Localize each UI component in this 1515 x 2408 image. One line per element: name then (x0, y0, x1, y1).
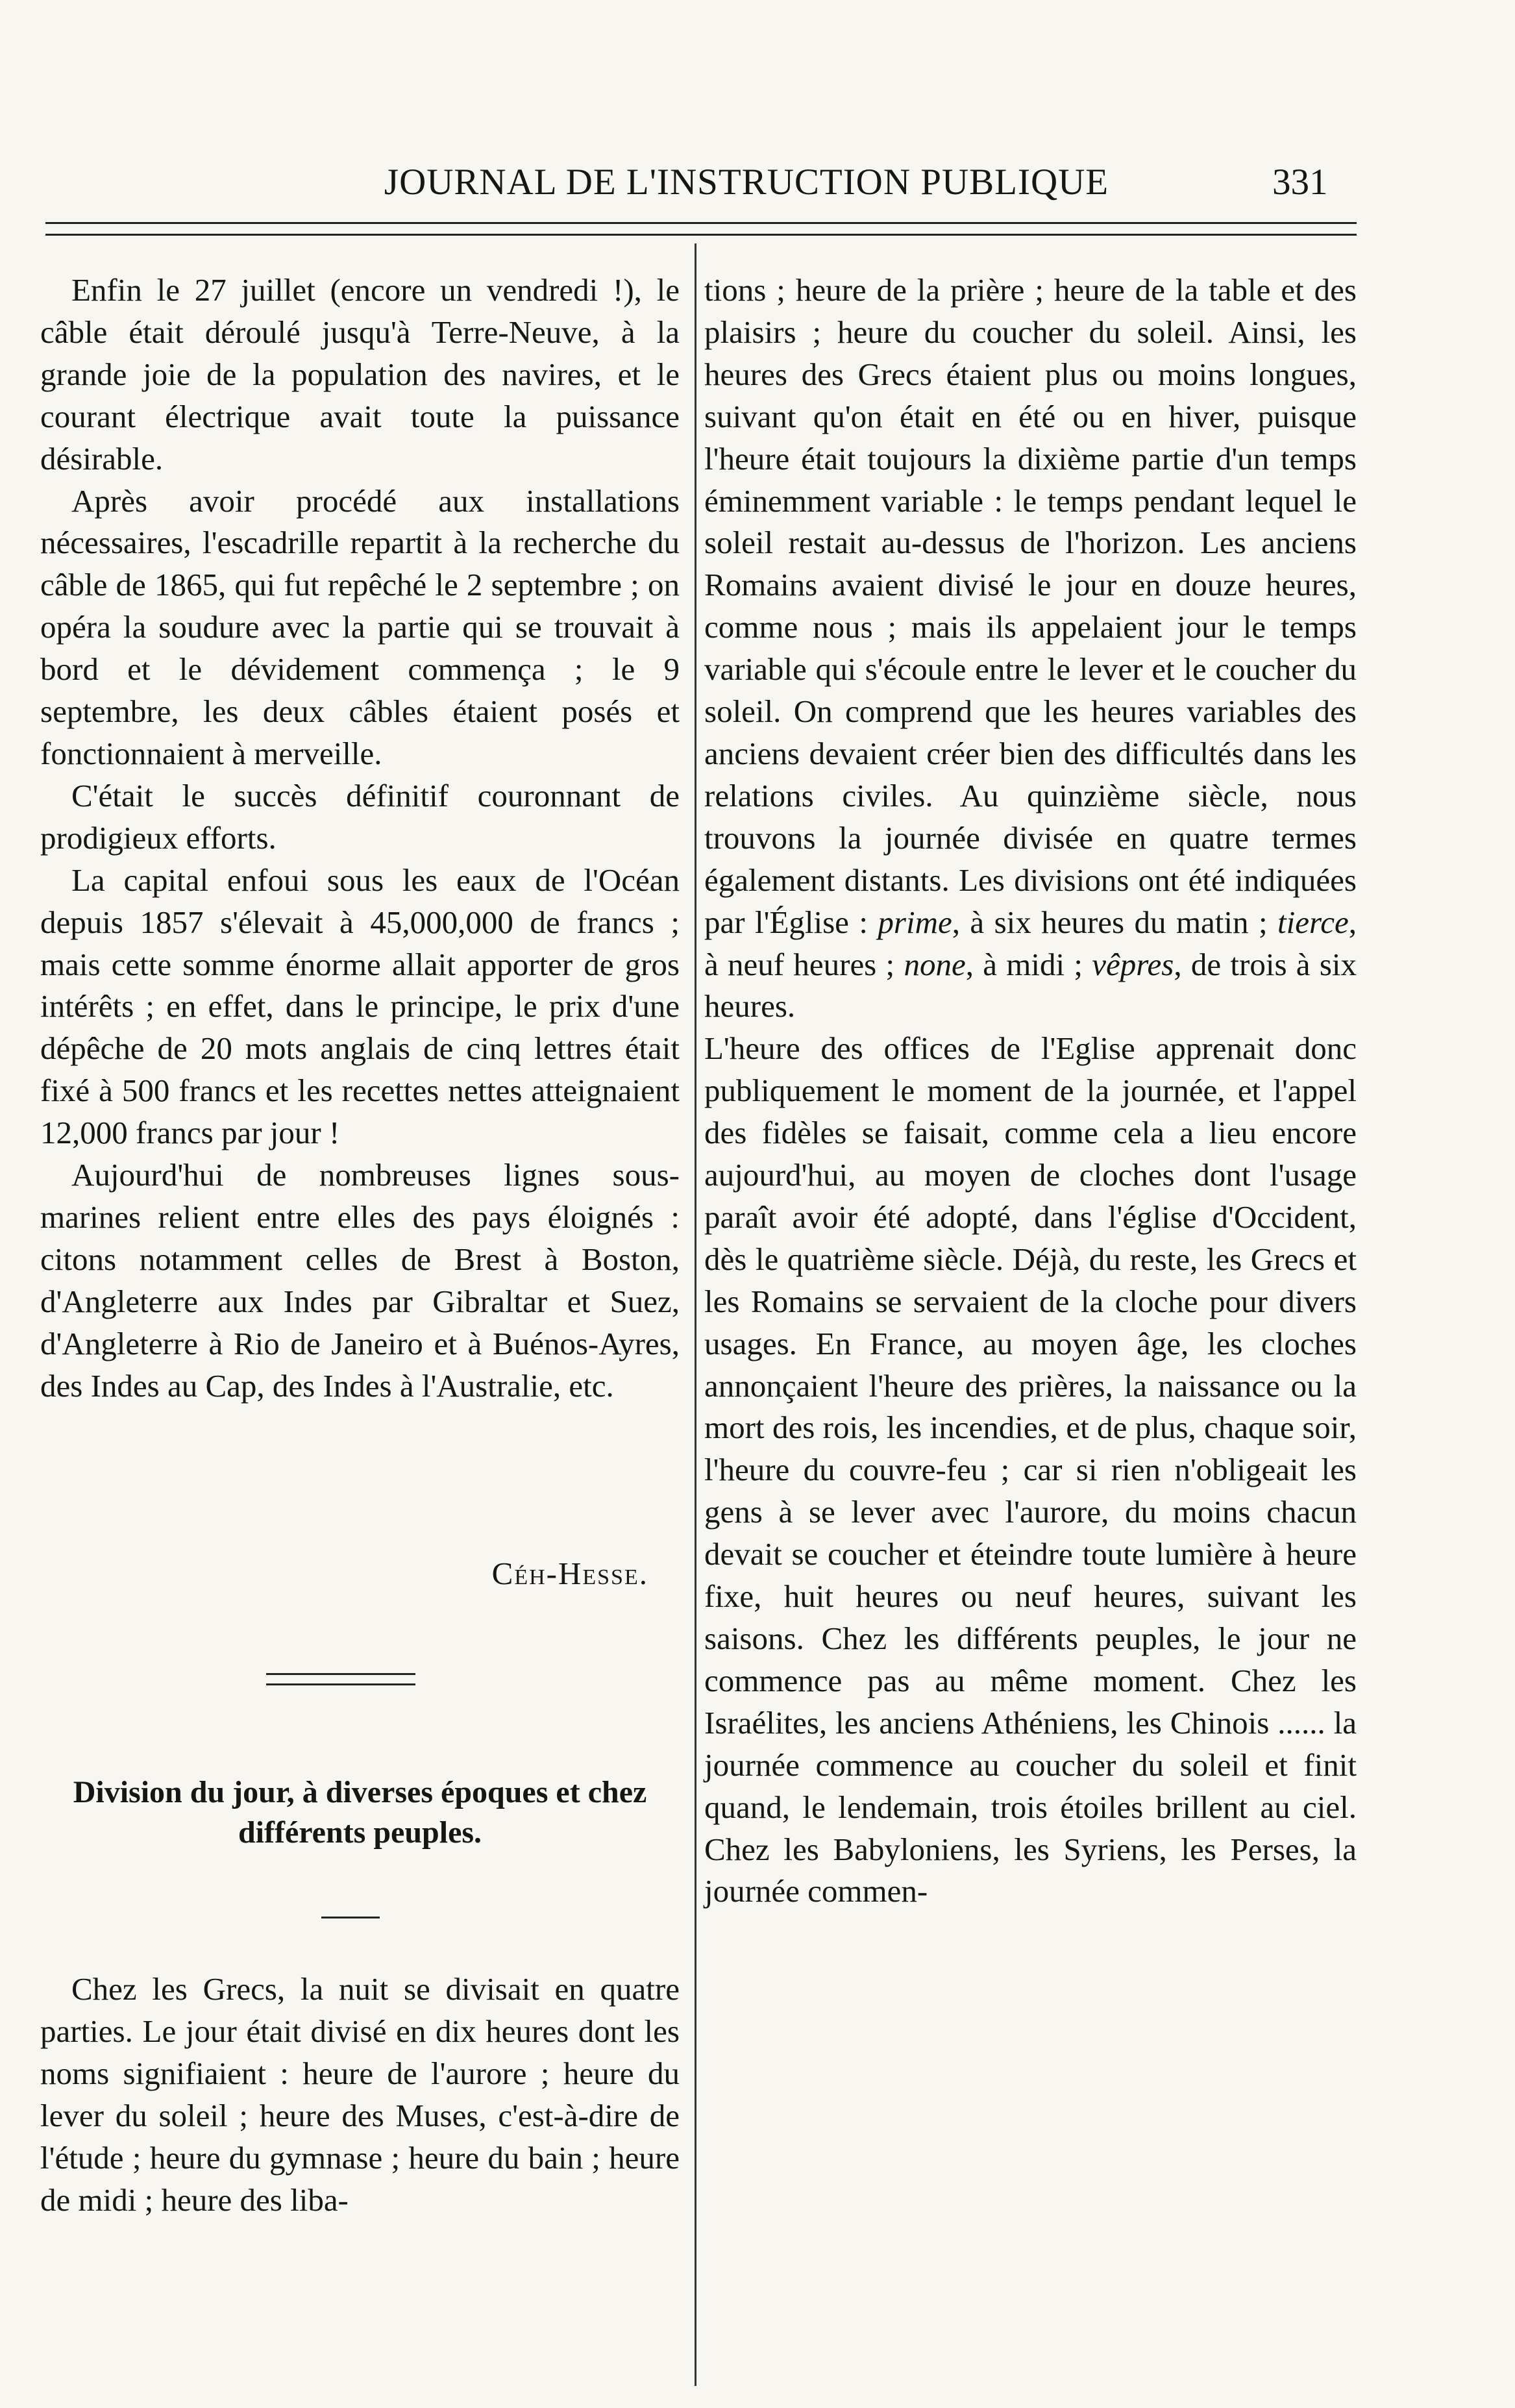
term-prime: prime (878, 904, 952, 940)
paragraph: Chez les Grecs, la nuit se divisait en quatre parties. Le jour était divisé en dix heures dont les noms signifiaient : heure de l'aurore ; heure du lever du soleil ; heure des Muses, c'est-à-dire de l'étude ; heure du gymnase ; heure du bain ; heure de midi ; heure des liba- (40, 1971, 680, 2218)
paragraph: C'était le succès définitif couronnant de prodigieux efforts. (40, 777, 680, 856)
section-separator (266, 1673, 415, 1675)
paragraph: Après avoir procédé aux installations nécessaires, l'escadrille repartit à la recherche du câble de 1865, qui fut repêché le 2 septembre ; on opéra la soudure avec la partie qui se trouvait à bord et le dévidement commença ; le 9 septembre, les deux câbles étaient posés et fonctionnaient à merveille. (40, 482, 680, 771)
page-number: 331 (1272, 162, 1328, 203)
article-title: Division du jour, à diverses époques et chez différents peuples. (73, 1775, 647, 1850)
title-rule (321, 1917, 380, 1918)
paragraph: La capital enfoui sous les eaux de l'Océan depuis 1857 s'élevait à 45,000,000 de francs ; mais cette somme énorme allait apporter de gros intérêts ; en effet, dans le principe, le prix d'une dépêche de 20 mots anglais de cinq lettres était fixé à 500 francs et les recettes nettes atteignaient 12,000 francs par jour ! (40, 862, 680, 1151)
paragraph: L'heure des offices de l'Eglise apprenait donc publiquement le moment de la journée, et l'appel des fidèles se faisait, comme cela a lieu encore aujourd'hui, au moyen de cloches dont l'usage paraît avoir été adopté, dans l'église d'Occident, dès le quatrième siècle. Déjà, du reste, les Grecs et les Romains se servaient de la cloche pour divers usages. En France, au moyen âge, les cloches annonçaient l'heure des prières, la naissance ou la mort des rois, les incendies, et de plus, chaque soir, l'heure du couvre-feu ; car si rien n'obligeait les gens à se lever avec l'aurore, du moins chacun devait se coucher et éteindre toute lumière à heure fixe, huit heures ou neuf heures, suivant les saisons. Chez les différents peuples, le jour ne commence pas au même moment. Chez les Israélites, les anciens Athéniens, les Chinois ...... la journée commence au coucher du soleil et finit quand, le lendemain, trois étoiles brillent au ciel. Chez les Babyloniens, les Syriens, les Perses, la journée commen- (704, 1030, 1357, 1909)
text-run: , de trois à six heures. (704, 946, 1357, 1024)
text-run: , à six heures du matin ; (952, 904, 1268, 940)
header-rule-secondary (45, 234, 1357, 236)
column-divider (695, 243, 696, 2386)
author-signature: Céh-Hesse. (491, 1556, 648, 1591)
term-none: none (904, 946, 966, 982)
right-column (704, 269, 1357, 1913)
text-run: , à midi ; (965, 946, 1083, 982)
text-run: , à neuf heures ; (704, 904, 1357, 982)
left-column (40, 269, 680, 1407)
term-vepres: vêpres (1092, 946, 1174, 982)
running-header: JOURNAL DE L'INSTRUCTION PUBLIQUE (384, 162, 1109, 203)
left-column-article (40, 1968, 680, 2221)
paragraph (704, 269, 1357, 1028)
term-tierce: tierce (1277, 904, 1349, 940)
paragraph: Enfin le 27 juillet (encore un vendredi !), le câble était déroulé jusqu'à Terre-Neuve, à la grande joie de la population des navires, et le courant électrique avait toute la puissance désirable. (40, 272, 680, 477)
text-run: tions ; heure de la prière ; heure de la table et des plaisirs ; heure du coucher du soleil. Ainsi, les heures des Grecs étaient plus ou moins longues, suivant qu'on était en été ou en hiver, puisque l'heure était toujours la dixième partie d'un temps éminemment variable : le temps pendant lequel le soleil restait au-dessus de l'horizon. Les anciens Romains avaient divisé le jour en douze heures, comme nous ; mais ils appelaient jour le temps variable qui s'écoule entre le lever et le coucher du soleil. On comprend que les heures variables des anciens devaient créer bien des difficultés dans les relations civiles. Au quinzième siècle, nous trouvons la journée divisée en quatre termes également distants. Les divisions ont été indiquées par l'Église : (704, 272, 1357, 940)
paragraph: Aujourd'hui de nombreuses lignes sous-marines relient entre elles des pays éloignés : citons notamment celles de Brest à Boston, d'Angleterre aux Indes par Gibraltar et Suez, d'Angleterre à Rio de Janeiro et à Buénos-Ayres, des Indes au Cap, des Indes à l'Australie, etc. (40, 1157, 680, 1404)
section-separator-secondary (266, 1683, 415, 1685)
header-rule (45, 222, 1357, 224)
